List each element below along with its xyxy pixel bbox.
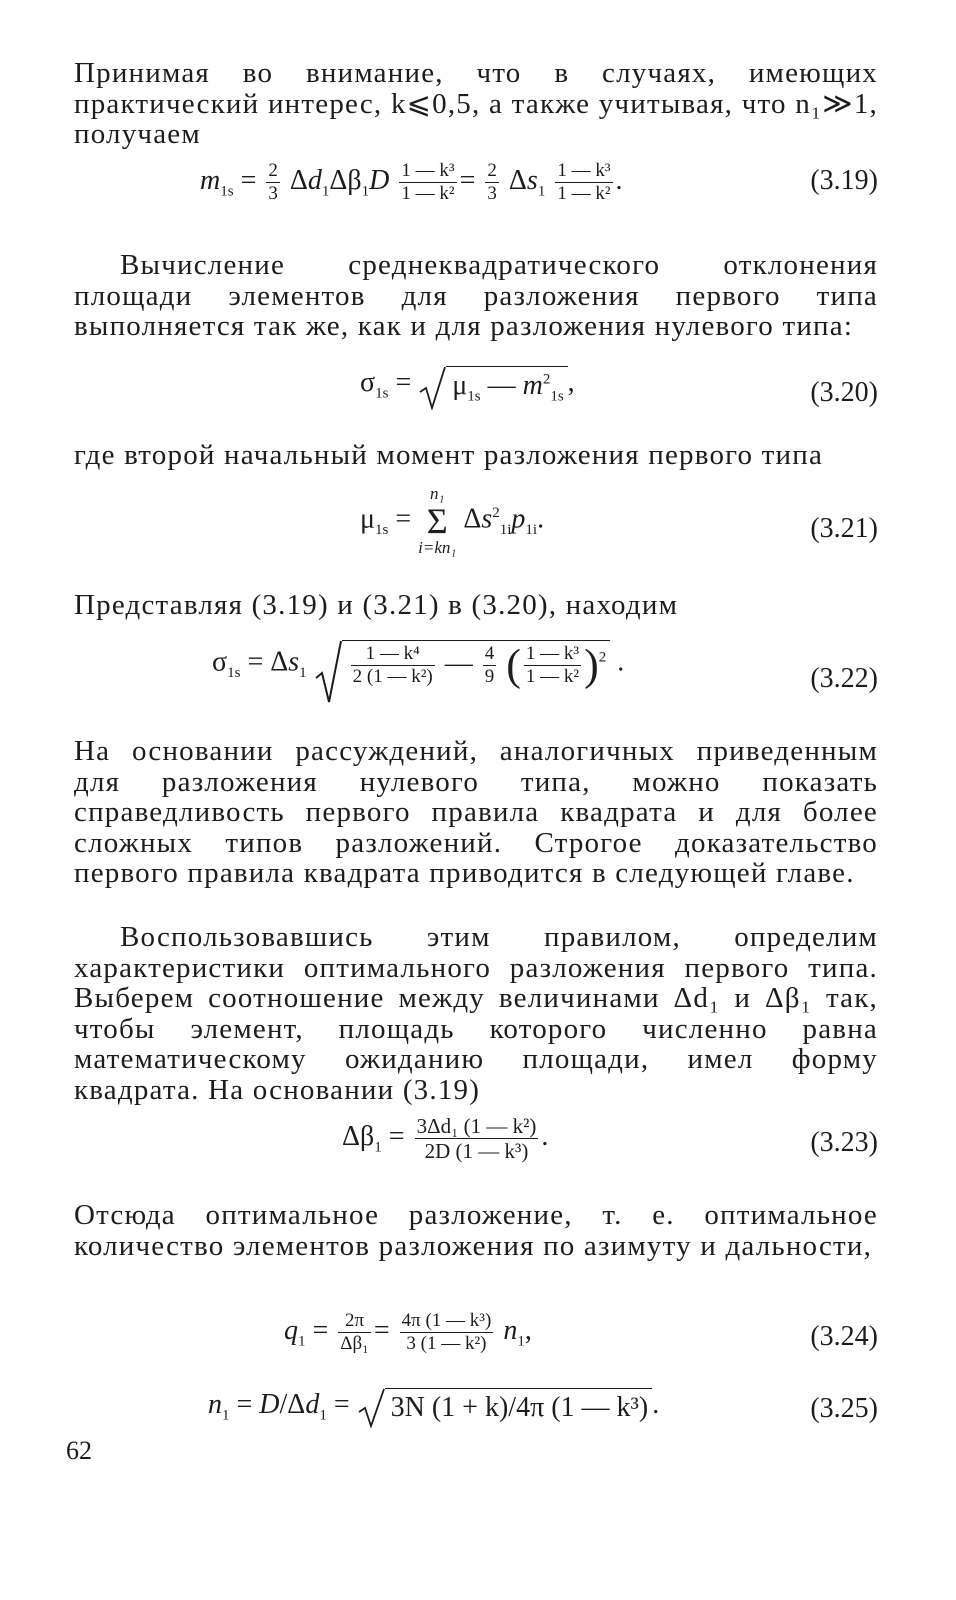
paragraph-7: Отсюда оптимальное разложение, т. е. оптимальное количество элементов разложения по азимуту и дальности, — [74, 1199, 878, 1262]
equation-3-24 — [74, 1310, 878, 1368]
equation-3-19-expr: $m_{1s}$ = $\frac{2}{3}$ $\Delta d_1\Delta\beta_1D$ $\frac{\text{1 — k³}}{\text{1 — k²}}$ = $\frac{2}{3}$ $\Delta s_1$ $\frac{\text{1 — k³}}{\text{1 — k²}}$ . — [200, 160, 623, 204]
equation-3-22 — [74, 640, 878, 710]
equation-number-3-25: (3.25) — [810, 1393, 878, 1424]
equation-3-20 — [74, 362, 878, 412]
radical-sign-large: $\frac{\text{1 — k⁴}}{\text{2 (1 — k²)}}$ — $\frac{4}{9}$ ( $\frac{\text{1 — k³}}{\text{1 — k²}}$ )$^2$ — [314, 640, 611, 688]
equation-number-3-23: (3.23) — [810, 1127, 878, 1158]
equation-3-23 — [74, 1114, 878, 1174]
page-number: 62 — [66, 1436, 92, 1465]
equation-3-25-expr: $n_1 = D/\Delta d_1$ = 3N (1 + k)/4π (1 — k³) . — [208, 1388, 659, 1425]
equation-number-3-21: (3.21) — [810, 513, 878, 544]
radical-sign: $\mu_{1s}$ — $m^2_{1s}$ — [418, 366, 567, 403]
equation-3-19 — [74, 160, 878, 204]
equation-3-23-expr: $\Delta\beta_1$ = $\frac{\text{3Δd₁ (1 — k²)}}{\text{2D (1 — k³)}}$ . — [342, 1114, 549, 1163]
summation-sign: n₁ Σ i=kn₁ — [418, 484, 457, 557]
paragraph-3: где второй начальный момент разложения первого типа — [74, 439, 824, 471]
equation-3-22-expr: $\sigma_{1s} = \Delta s_1$ $\frac{\text{1 — k⁴}}{\text{2 (1 — k²)}}$ — $\frac{4}{9}$ ( $\frac{\text{1 — k³}}{\text{1 — k²}}$ )$^2$ . — [212, 640, 624, 688]
equation-number-3-19: (3.19) — [810, 165, 878, 196]
equation-3-24-expr: $q_1$ = $\frac{2\pi}{\text{Δβ₁}}$ = $\frac{\text{4π (1 — k³)}}{\text{3 (1 — k²)}}$ $n_1$, — [284, 1310, 532, 1354]
paragraph-5: На основании рассуждений, аналогичных приведенным для разложения нулевого типа, можно показать справедливость первого правила квадрата и для более сложных типов разложений. Строгое доказательство первого правила квадрата приводится в следующей главе. — [74, 735, 878, 889]
equation-number-3-22: (3.22) — [810, 663, 878, 694]
equation-number-3-20: (3.20) — [810, 377, 878, 408]
equation-3-21 — [74, 484, 878, 574]
paragraph-6: Воспользовавшись этим правилом, определим характеристики оптимального разложения первого типа. Выберем соотношение между величинами Δd₁ и Δβ₁ так, чтобы элемент, площадь которого численно равна математическому ожиданию площади, имел форму квадрата. На основании (3.19) — [74, 921, 878, 1106]
equation-3-21-expr: $\mu_{1s}$ = n₁ Σ i=kn₁ $\Delta s^2_{1i}p_{1i}$. — [360, 484, 545, 557]
equation-3-20-expr: $\sigma_{1s}$ = $\mu_{1s}$ — $m^2_{1s}$ , — [360, 366, 575, 403]
equation-number-3-24: (3.24) — [810, 1321, 878, 1352]
equation-3-25 — [74, 1388, 878, 1432]
paragraph-4: Представляя (3.19) и (3.21) в (3.20), находим — [74, 589, 679, 621]
radical-sign-small: 3N (1 + k)/4π (1 — k³) — [357, 1388, 653, 1425]
paragraph-2: Вычисление среднеквадратического отклонения площади элементов для разложения первого типа выполняется так же, как и для разложения нулевого типа: — [74, 249, 878, 342]
paragraph-1: Принимая во внимание, что в случаях, имеющих практический интерес, k⩽0,5, а также учитывая, что n₁≫1, получаем — [74, 57, 878, 150]
